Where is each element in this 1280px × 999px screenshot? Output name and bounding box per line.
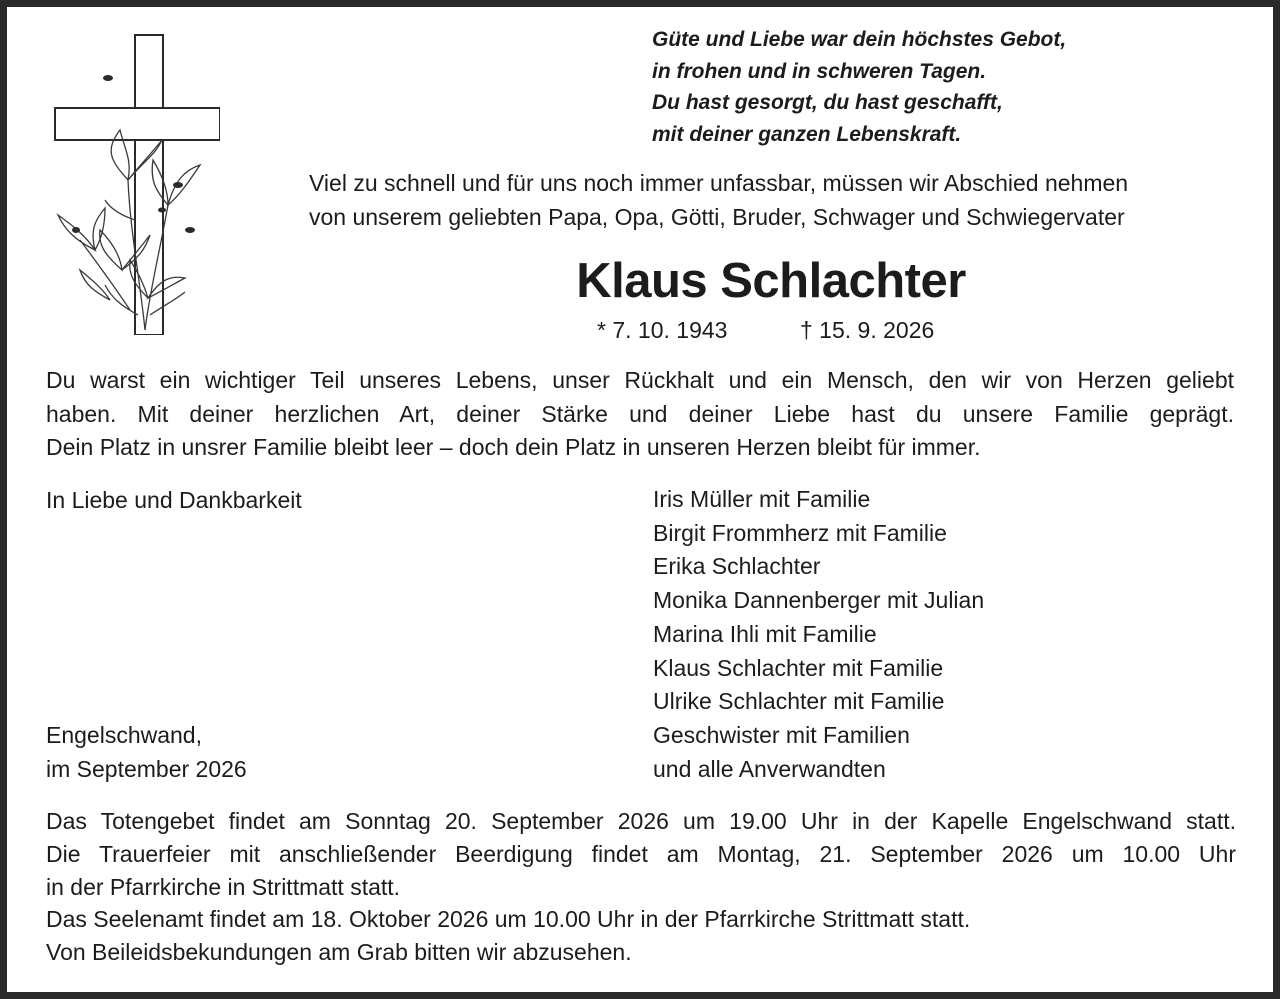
place-and-date <box>46 718 247 786</box>
mourner-item: Ulrike Schlachter mit Familie <box>653 688 945 715</box>
event-line: Das Totengebet findet am Sonntag 20. September 2026 um 19.00 Uhr in der Kapelle Engelschwand statt. <box>46 808 1236 834</box>
intro-text <box>309 167 1235 234</box>
event-details <box>46 805 1236 969</box>
mourner-item: und alle Anverwandten <box>653 755 886 782</box>
mourner-item: Iris Müller mit Familie <box>653 486 871 512</box>
mourner-item: Birgit Frommherz mit Familie <box>653 519 947 546</box>
mourner-item: Klaus Schlachter mit Familie <box>653 654 944 681</box>
mourner-item: Geschwister mit Familien <box>653 721 910 748</box>
event-line: Das Seelenamt findet am 18. Oktober 2026 um 10.00 Uhr in der Pfarrkirche Strittmatt statt. <box>46 906 971 933</box>
tribute-line: Du warst ein wichtiger Teil unseres Lebens, unser Rückhalt und ein Mensch, den wir von Herzen geliebt <box>46 367 1234 393</box>
poem-line: Du hast gesorgt, du hast geschafft, <box>652 91 1003 114</box>
closing-phrase: In Liebe und Dankbarkeit <box>46 487 302 513</box>
mourners-list <box>653 483 984 786</box>
intro-line: Viel zu schnell und für uns noch immer unfassbar, müssen wir Abschied nehmen <box>309 170 1129 196</box>
deceased-name: Klaus Schlachter <box>576 254 966 308</box>
poem-line: Güte und Liebe war dein höchstes Gebot, <box>652 28 1067 51</box>
poem-line: in frohen und in schweren Tagen. <box>652 59 987 83</box>
mourner-item: Erika Schlachter <box>653 553 821 580</box>
place-month: im September 2026 <box>46 756 247 782</box>
tribute-line: Dein Platz in unsrer Familie bleibt leer – doch dein Platz in unseren Herzen bleibt für immer. <box>46 434 981 460</box>
intro-line: von unserem geliebten Papa, Opa, Götti, Bruder, Schwager und Schwiegervater <box>309 203 1125 230</box>
birth-date: * 7. 10. 1943 <box>597 317 728 343</box>
event-line: in der Pfarrkirche in Strittmatt statt. <box>46 873 401 900</box>
event-line: Die Trauerfeier mit anschließender Beerdigung findet am Montag, 21. September 2026 um 10.00 Uhr <box>46 840 1236 867</box>
event-line: Von Beileidsbekundungen am Grab bitten wir abzusehen. <box>46 939 632 966</box>
tribute-text <box>46 364 1234 465</box>
mourner-item: Marina Ihli mit Familie <box>653 620 877 647</box>
poem-line: mit deiner ganzen Lebenskraft. <box>652 122 962 146</box>
tribute-line: haben. Mit deiner herzlichen Art, deiner Stärke und deiner Liebe hast du unsere Familie geprägt. <box>46 400 1234 427</box>
death-date: † 15. 9. 2026 <box>800 317 935 343</box>
poem <box>652 24 1066 150</box>
mourner-item: Monika Dannenberger mit Julian <box>653 587 985 614</box>
place-town: Engelschwand, <box>46 722 202 748</box>
